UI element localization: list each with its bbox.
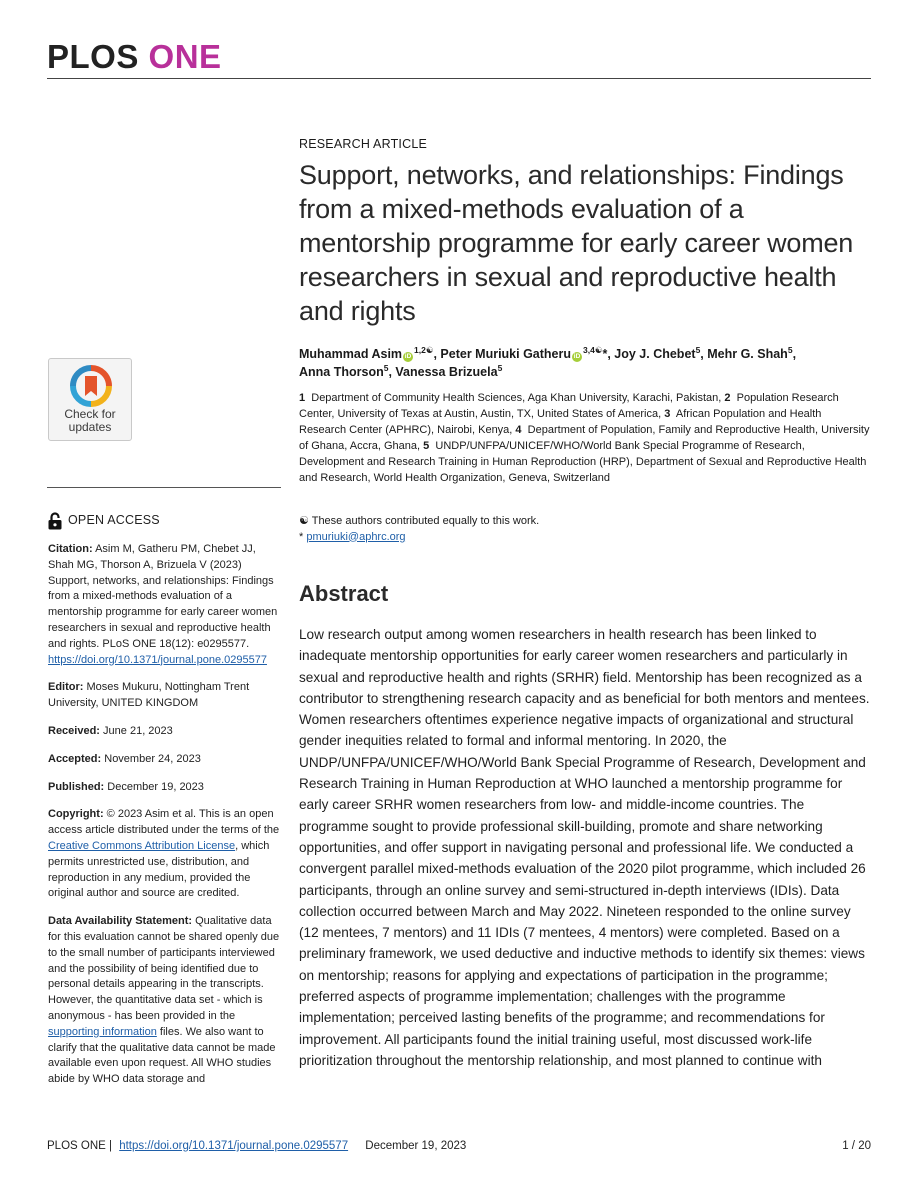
author-list: Muhammad Asim $iD^{1,2☯}$, Peter Muriuki Gatheru $iD^{3,4☯}*$, Joy J. Chebet$^5$, Mehr G. Shah$^5$, Anna Thorson$^5$, Vanessa Brizuela$^5$ — [299, 345, 797, 379]
page-number: 1 / 20 — [842, 1140, 871, 1152]
corresponding-email-link[interactable]: pmuriuki@aphrc.org — [306, 530, 406, 543]
author-notes — [299, 514, 871, 545]
affiliations: 1 Department of Community Health Sciences, Aga Khan University, Karachi, Pakistan, 2 Population Research Center, University of Texas at Austin, Austin, TX, United States of America, 3 African Population and Health Research Center (APHRC), Nairobi, Kenya, 4 Department of Population, Family and Reproductive Health, University of Ghana, Accra, Ghana, 5 UNDP/UNFPA/UNICEF/WHO/World Bank Special Programme of Research, Development and Research Training in Human Reproduction (HRP), Department of Sexual and Reproductive Health and Research, World Health Organization, Geneva, Switzerland — [299, 392, 870, 484]
equal-contribution-note: ☯ These authors contributed equally to this work. — [299, 515, 540, 527]
badge-label: Check for updates — [64, 407, 116, 434]
article-type: RESEARCH ARTICLE — [299, 137, 428, 151]
received-block: Received: June 21, 2023 — [48, 724, 173, 737]
author[interactable]: Vanessa Brizuela — [395, 365, 498, 379]
author[interactable]: Peter Muriuki Gatheru — [440, 347, 572, 361]
open-access — [48, 510, 280, 532]
crossmark-icon — [69, 364, 113, 408]
orcid-icon[interactable]: iD — [573, 353, 581, 360]
author[interactable]: Anna Thorson — [299, 365, 384, 379]
logo-part-one: ONE — [148, 38, 222, 75]
corresponding-author: * pmuriuki@aphrc.org — [299, 530, 406, 543]
citation-doi-link[interactable]: https://doi.org/10.1371/journal.pone.0295577 — [48, 653, 267, 666]
open-access-label: OPEN ACCESS — [68, 513, 160, 528]
published-block: Published: December 19, 2023 — [48, 780, 204, 793]
logo-part-plos: PLOS — [47, 38, 139, 75]
editor-block: Editor: Moses Mukuru, Nottingham Trent University, UNITED KINGDOM — [48, 681, 250, 710]
footer-journal: PLOS ONE | — [47, 1140, 112, 1152]
data-availability-block: Data Availability Statement: Qualitative data for this evaluation cannot be shared openly due to the small number of participants interviewed and the possibility of being identified due to personal details appearing in the transcripts. However, the quantitative data set - which is anonymous - has been provided in the supporting information files. We also want to clarify that the qualitative data cannot be made available even upon request. All WHO studies abide by WHO data storage and — [48, 915, 280, 1086]
journal-logo — [47, 38, 222, 76]
footer-doi-link[interactable]: https://doi.org/10.1371/journal.pone.0295577 — [119, 1140, 349, 1152]
author[interactable]: Mehr G. Shah — [707, 347, 788, 361]
citation-block: Citation: Asim M, Gatheru PM, Chebet JJ, Shah MG, Thorson A, Brizuela V (2023) Support, networks, and relationships: Findings from a mixed-methods evaluation of a mentorship programme for early career women researchers in sexual and reproductive health and rights. PLoS ONE 18(12): e0295577. https://doi.org/10.1371/journal.pone.0295577 — [48, 543, 278, 666]
footer-date: December 19, 2023 — [365, 1140, 467, 1152]
header-divider — [47, 78, 871, 79]
supporting-info-link[interactable]: supporting information — [48, 1025, 157, 1038]
author[interactable]: Muhammad Asim — [299, 347, 403, 361]
cc-license-link[interactable]: Creative Commons Attribution License — [48, 839, 236, 852]
sidebar — [48, 510, 280, 1100]
accepted-block: Accepted: November 24, 2023 — [48, 752, 201, 765]
check-for-updates-badge[interactable] — [48, 358, 132, 441]
open-lock-icon — [48, 512, 62, 530]
author[interactable]: Joy J. Chebet — [614, 347, 696, 361]
copyright-block: Copyright: © 2023 Asim et al. This is an open access article distributed under the terms of the Creative Commons Attribution License, which permits unrestricted use, distribution, and reproduction in any medium, provided the original author and source are credited. — [48, 808, 280, 900]
orcid-icon[interactable]: iD — [404, 353, 412, 360]
abstract-heading: Abstract — [299, 581, 389, 606]
sidebar-divider — [47, 487, 281, 488]
article-title: Support, networks, and relationships: Findings from a mixed-methods evaluation of a mentorship programme for early career women researchers in sexual and reproductive health and rights — [299, 160, 854, 326]
page-footer — [47, 1140, 871, 1152]
abstract-text: Low research output among women researchers in health research has been linked to inadequate mentorship opportunities for early career women researchers and particularly in sexual and reproductive health and rights (SRHR) field. Mentorship has been recognized as a contributor to strengthening research capacity and as beneficial for both mentors and mentees. Women researchers oftentimes experience negative impacts of organizational and structural gender inequities related to formal and informal mentoring. In 2020, the UNDP/UNFPA/UNICEF/WHO/World Bank Special Programme of Research, Development and Research Training in Human Reproduction at WHO launched a mentorship programme for early career SRHR women researchers from low- and middle-income countries. The programme sought to provide professional skill-building, promote and share networking opportunities, and offer support in navigating personal and professional life. We conducted a convergent parallel mixed-methods evaluation of the 2020 pilot programme, which included 26 participants, through an online survey and semi-structured in-depth interviews (IDIs). Data collection occurred between March and May 2022. Nineteen responded to the online survey (12 mentees, 7 mentors) and 11 IDIs (7 mentees, 4 mentors) were completed. Based on a preliminary framework, we used deductive and inductive methods to identify six themes: views on mentorship; reasons for applying and expectations of participation in the programme; preferred aspects of programme implementation; challenges with the programme implementation; perceived lasting benefits of the programme; and recommendations for improvement. All participants found the initial training useful, most discussed work-life prioritization throughout the mentorship relationship, and most planned to continue with — [299, 627, 870, 1068]
